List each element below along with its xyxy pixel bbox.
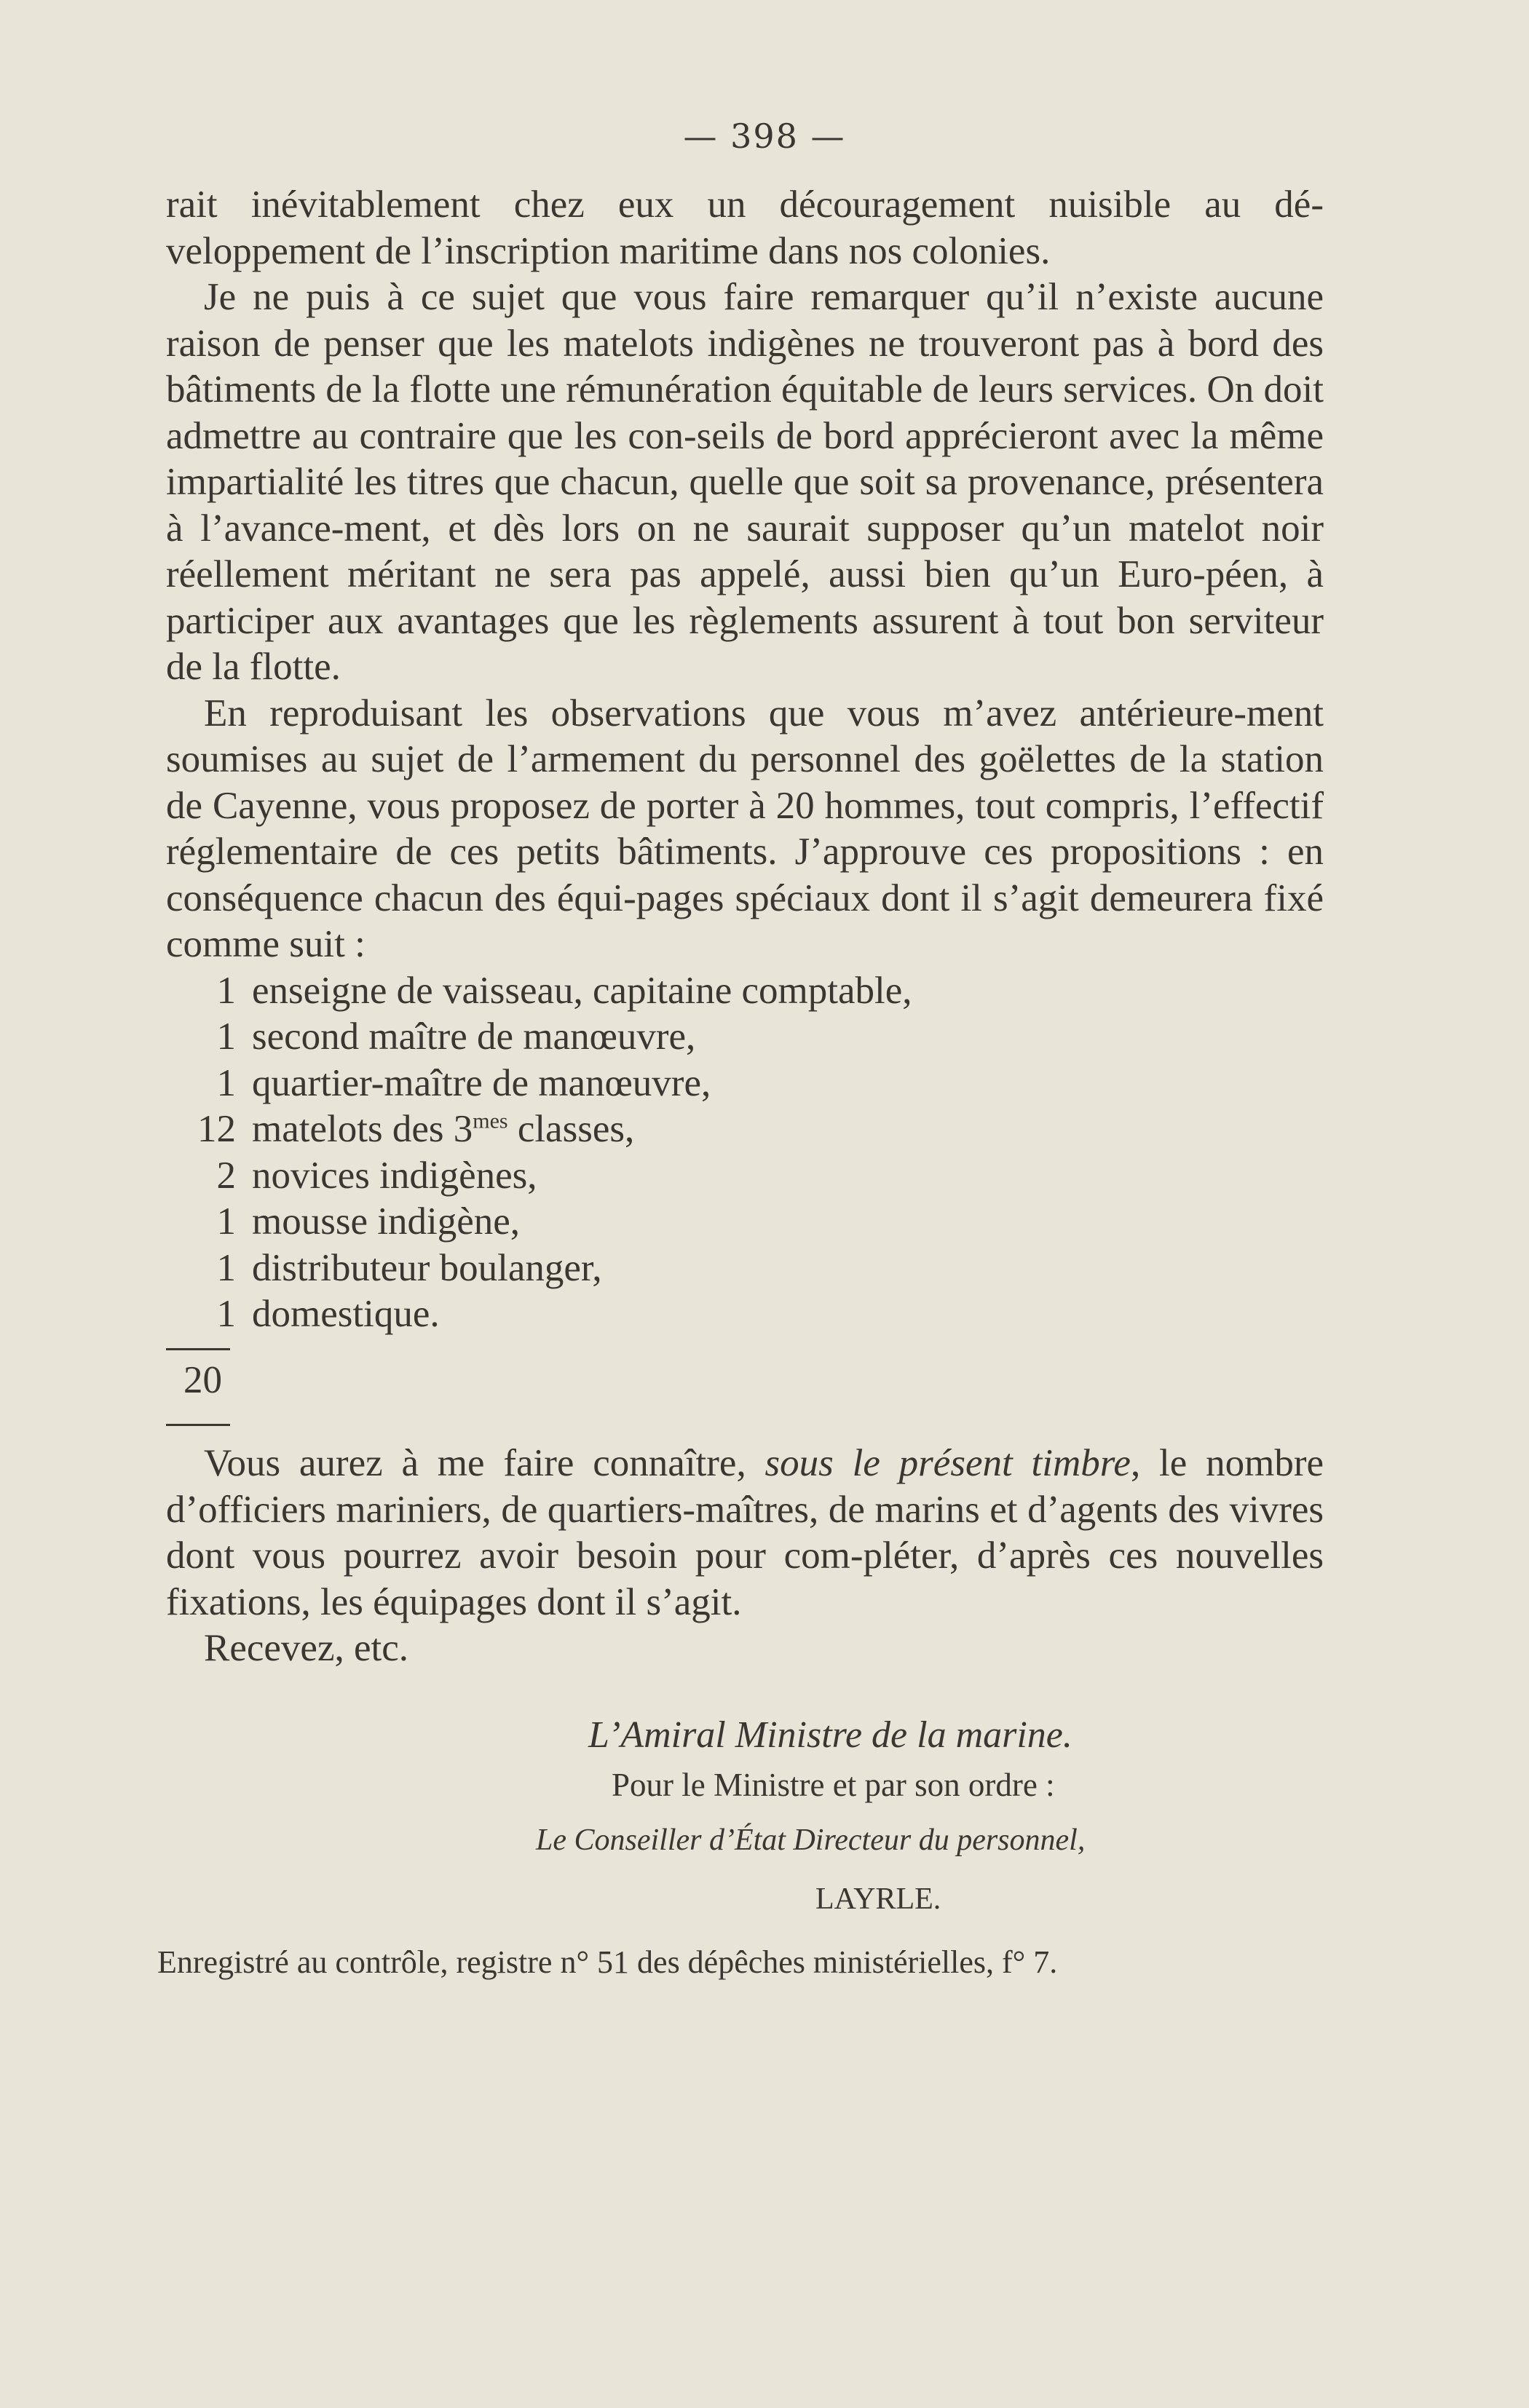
signature-for-minister: Pour le Ministre et par son ordre : [612,1767,1055,1803]
list-label: second maître de manœuvre, [252,1015,696,1058]
paragraph-remuneration: Je ne puis à ce sujet que vous faire remarquer qu’il n’existe aucune raison de penser que les matelots indigènes ne trouveront pas à bord des bâtiments de la flotte une rémunération équitable de leurs services. On doit admettre au contraire que les con-seils de bord apprécieront avec la même impartialité les titres que chacun, quelle que soit sa provenance, présentera à l’avance-ment, et dès lors on ne saurait supposer qu’un matelot noir réellement méritant ne sera pas appelé, aussi bien qu’un Euro-péen, à participer aux avantages que les règlements assurent à tout bon serviteur de la flotte. [166,276,1324,688]
list-item [166,1106,1324,1153]
list-quantity: 1 [216,1015,236,1058]
crew-list [166,968,1324,1338]
ordinal-superscript: mes [473,1109,508,1133]
list-item [166,1199,1324,1245]
list-label: enseigne de vaisseau, capitaine comptable, [252,969,912,1012]
list-label-with-superscript [252,1106,634,1153]
list-quantity: 12 [197,1108,236,1150]
list-quantity: 1 [216,969,236,1012]
list-label: domestique. [252,1293,440,1335]
total-rule [166,1424,230,1426]
signature-title: L’Amiral Ministre de la marine. [588,1714,1072,1756]
list-item [166,1061,1324,1107]
list-quantity: 2 [216,1154,236,1197]
list-label: distributeur boulanger, [252,1246,602,1289]
closing-italic: sous le présent timbre [764,1442,1131,1484]
list-label: mousse indigène, [252,1200,520,1243]
page-number: — 398 — [683,116,846,156]
paragraph-proposal: En reproduisant les observations que vous m’avez antérieure-ment soumises au sujet de l’armement du personnel des goëlettes de la station de Cayenne, vous proposez de porter à 20 hommes, tout compris, l’effectif réglementaire de ces petits bâtiments. J’approuve ces propositions : en conséquence chacun des équi-pages spéciaux dont il s’agit demeurera fixé comme suit : [166,692,1324,965]
list-item [166,1014,1324,1061]
signature-name: LAYRLE. [815,1882,941,1916]
registry-note: Enregistré au contrôle, registre n° 51 des dépêches ministérielles, f° 7. [157,1944,1058,1980]
list-quantity: 1 [216,1061,236,1104]
closing-text-end: , le nombre d’officiers mariniers, de quartiers-maîtres, de marins et d’agents des vivres dont vous pourrez avoir besoin pour com-pléter, d’après ces nouvelles fixations, les équipages dont il s’agit. [166,1442,1324,1623]
list-item [166,1245,1324,1292]
list-label: novices indigènes, [252,1154,537,1197]
list-quantity: 1 [216,1200,236,1243]
text-body [157,182,1324,1985]
list-label-suffix: classes, [507,1108,635,1150]
closing-text-start: Vous aurez à me faire connaître, [204,1442,765,1484]
list-item [166,1291,1324,1338]
paragraph-continuation: rait inévitablement chez eux un découragement nuisible au dé-veloppement de l’inscription maritime dans nos colonies. [166,183,1324,272]
list-quantity: 1 [216,1246,236,1289]
list-item [166,968,1324,1015]
list-label: quartier-maître de manœuvre, [252,1061,711,1104]
list-item [166,1153,1324,1200]
paragraph-closing [166,1441,1324,1625]
signature-director: Le Conseiller d’État Directeur du personnel, [536,1823,1086,1857]
sum-rule [166,1348,230,1350]
salutation: Recevez, etc. [204,1627,408,1669]
crew-total: 20 [183,1358,222,1401]
list-quantity: 1 [216,1293,236,1335]
list-label: matelots des 3 [252,1108,473,1150]
